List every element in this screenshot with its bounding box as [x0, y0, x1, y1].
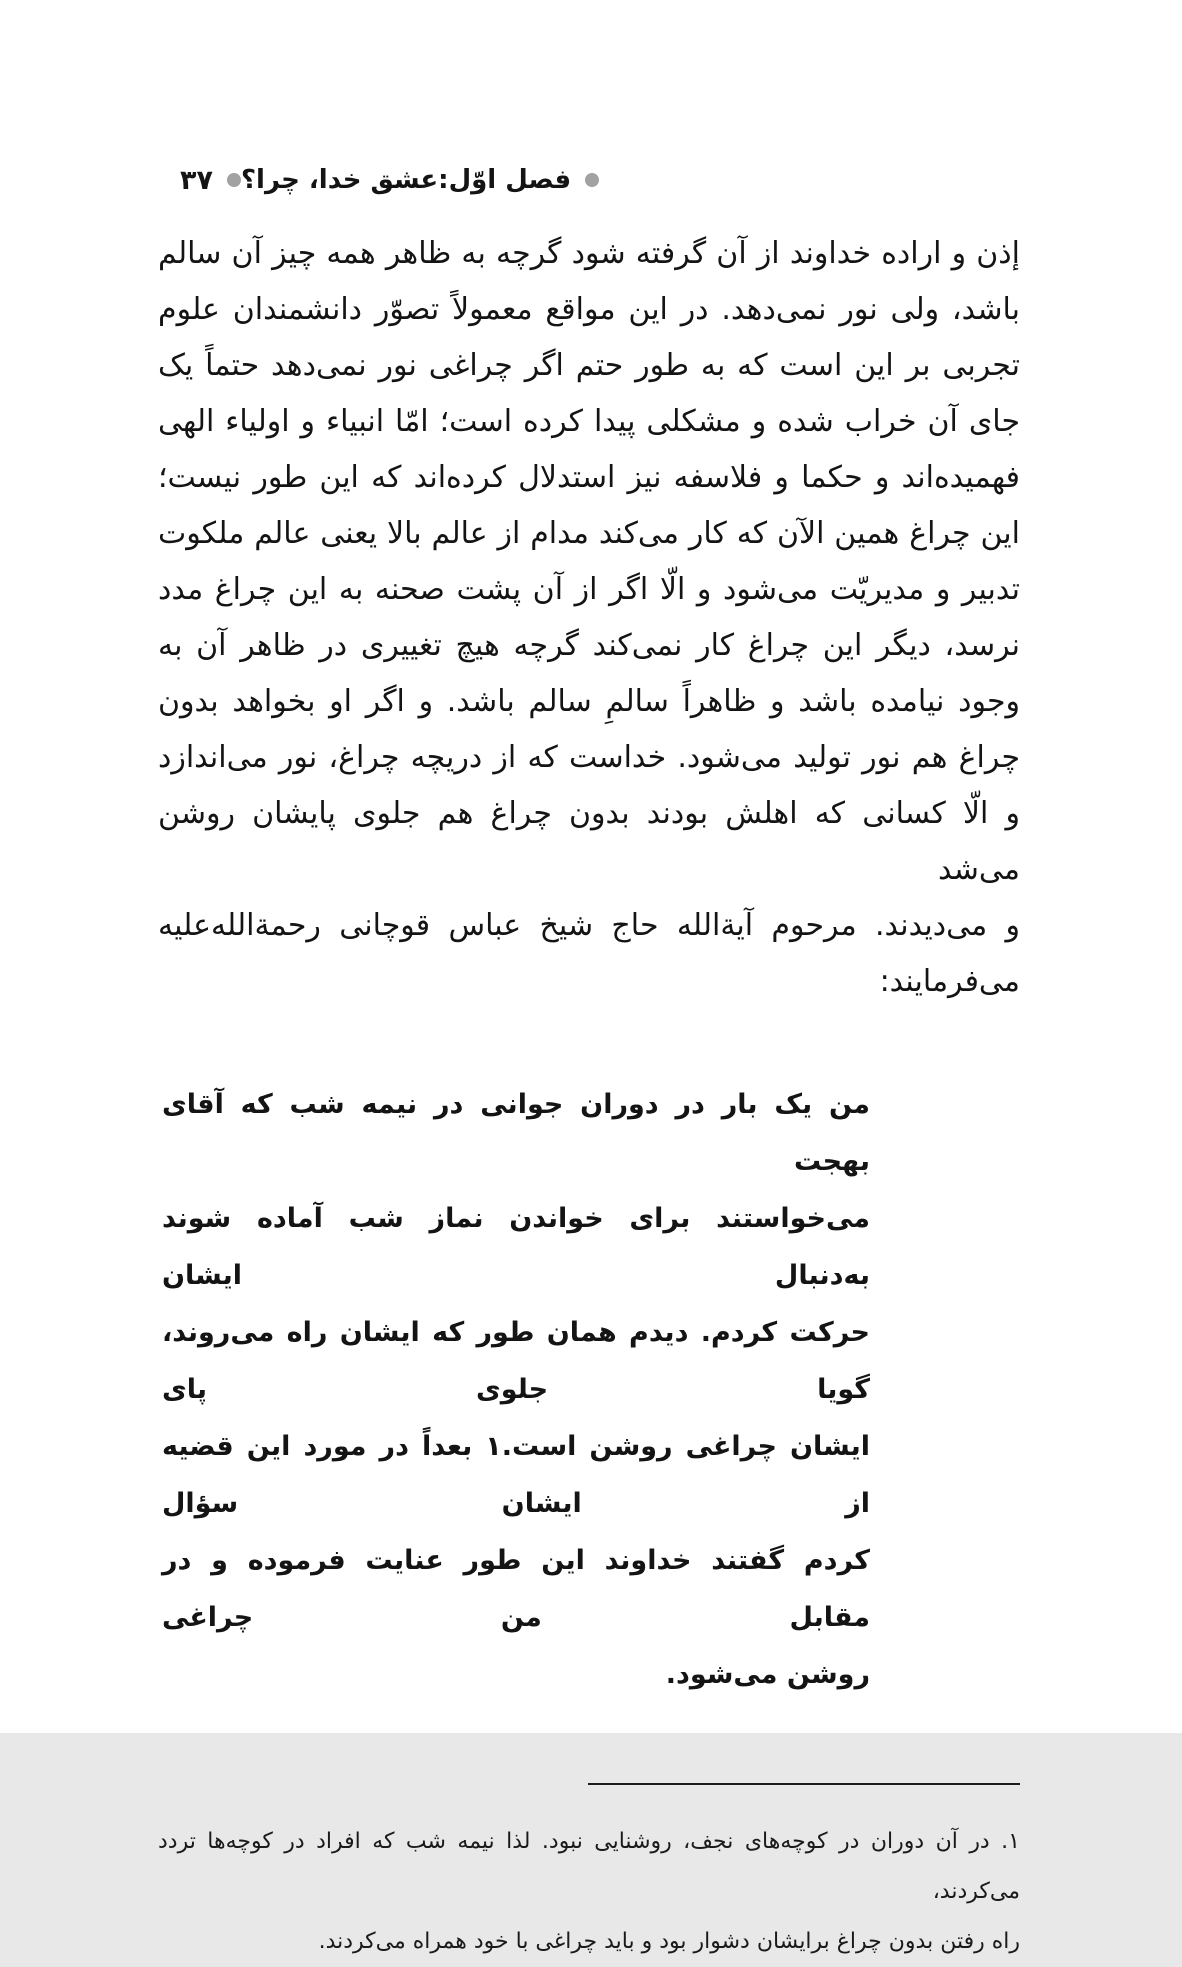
text-line: نرسد، دیگر این چراغ کار نمی‌کند گرچه هیچ تغییری در ظاهر آن به: [158, 628, 1020, 663]
text-line: تدبیر و مدیریّت می‌شود و الّا اگر از آن پشت صحنه به این چراغ مدد: [158, 572, 1020, 607]
text-line: چراغ هم نور تولید می‌شود. خداست که از دریچه چراغ، نور می‌اندازد: [158, 740, 1020, 775]
running-head: [158, 160, 990, 200]
text-line: فهمیده‌اند و حکما و فلاسفه نیز استدلال کرده‌اند که این طور نیست؛: [158, 460, 1020, 495]
page-content: [158, 0, 1020, 1967]
quotation-block: [162, 1076, 870, 1703]
text-line: حرکت کردم. دیدم همان طور که ایشان راه می‌روند، گویا جلوی پای: [162, 1317, 870, 1405]
bullet-icon: [585, 173, 599, 187]
text-line: تجربی بر این است که به طور حتم اگر چراغی نور نمی‌دهد حتماً یک: [158, 348, 1020, 383]
text-line: می‌خواستند برای خواندن نماز شب آماده شوند به‌دنبال ایشان: [162, 1203, 870, 1291]
text-line: إذن و اراده خداوند از آن گرفته شود گرچه به ظاهر همه چیز آن سالم: [158, 236, 1020, 271]
footnote: [158, 1817, 1020, 1967]
text-line: ایشان چراغی روشن است.۱ بعداً در مورد این قضیه از ایشان سؤال: [162, 1431, 870, 1519]
text-line: می‌فرمایند:: [879, 964, 1020, 999]
text-line: و می‌دیدند. مرحوم آیة‌الله حاج شیخ عباس قوچانی رحمة‌الله‌علیه: [158, 908, 1020, 943]
text-line: و الّا کسانی که اهلش بودند بدون چراغ هم جلوی پایشان روشن می‌شد: [158, 796, 1020, 887]
bullet-icon: [227, 173, 241, 187]
text-line: باشد، ولی نور نمی‌دهد. در این مواقع معمولاً تصوّر دانشمندان علوم: [158, 292, 1020, 327]
chapter-title: فصل اوّل:عشق خدا، چرا؟: [240, 165, 572, 195]
text-line: جای آن خراب شده و مشکلی پیدا کرده است؛ امّا انبیاء و اولیاء الهی: [158, 404, 1020, 439]
text-line: من یک بار در دوران جوانی در نیمه شب که آقای بهجت: [162, 1089, 870, 1177]
text-line: این چراغ همین الآن که کار می‌کند مدام از عالم بالا یعنی عالم ملکوت: [158, 516, 1020, 551]
text-line: وجود نیامده باشد و ظاهراً سالمِ سالم باشد. و اگر او بخواهد بدون: [158, 684, 1020, 719]
text-line: روشن می‌شود.: [665, 1659, 870, 1690]
text-line: ۱. در آن دوران در کوچه‌های نجف، روشنایی نبود. لذا نیمه شب که افراد در کوچه‌ها تردد می‌کردند،: [158, 1829, 1020, 1904]
body-paragraph: [158, 226, 1020, 1010]
page-number: ۳۷: [180, 164, 213, 196]
text-line: کردم گفتند خداوند این طور عنایت فرموده و در مقابل من چراغی: [162, 1545, 870, 1633]
text-line: راه رفتن بدون چراغ برایشان دشوار بود و باید چراغی با خود همراه می‌کردند.: [318, 1929, 1020, 1954]
footnote-separator: [588, 1783, 1020, 1785]
